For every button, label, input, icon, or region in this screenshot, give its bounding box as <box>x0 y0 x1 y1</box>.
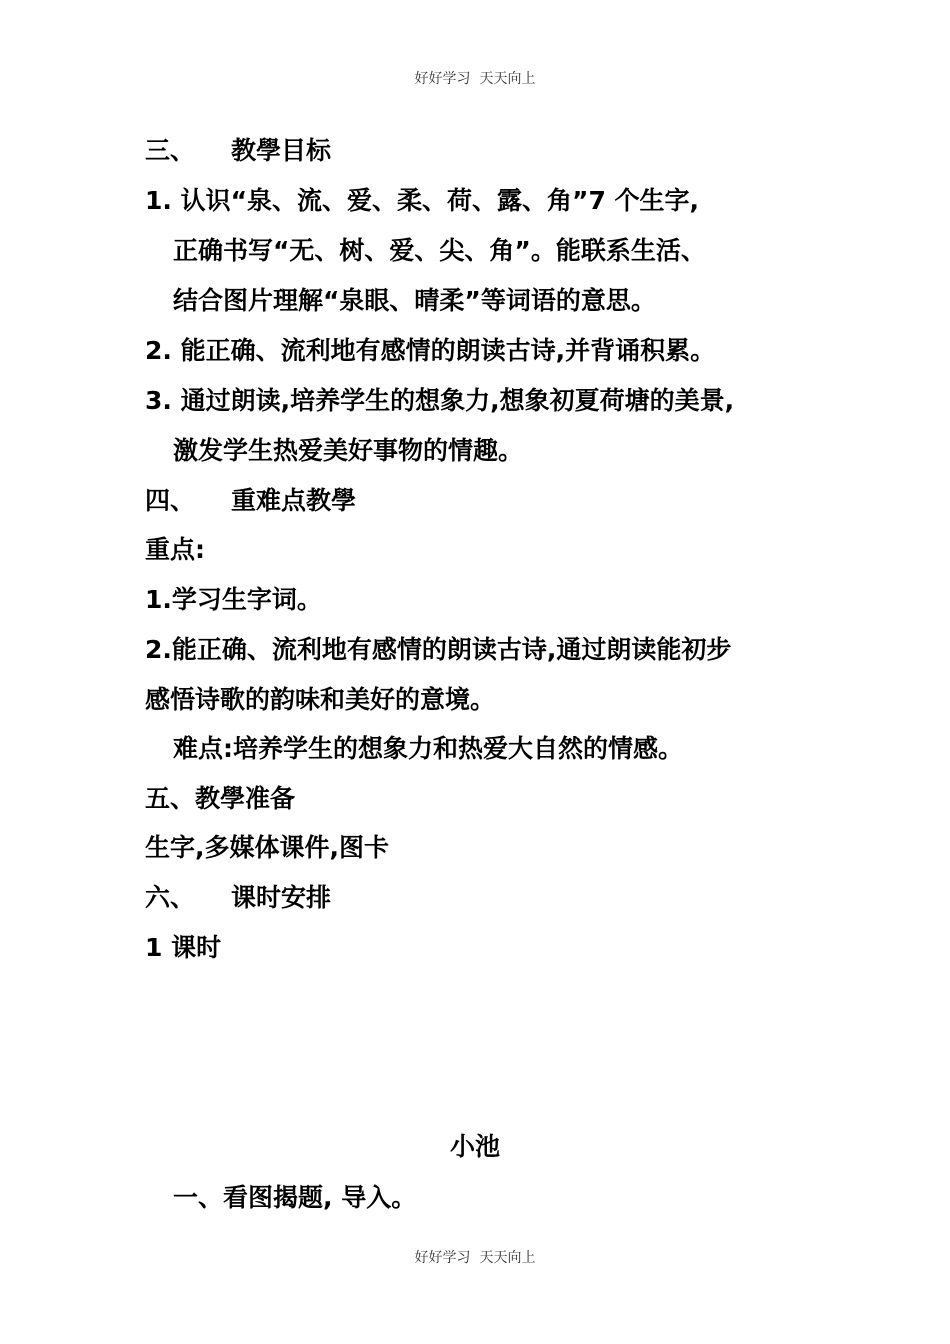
section-5-content: 生字,多媒体课件,图卡 <box>145 833 389 862</box>
objective-1-line-2: 正确书写“无、树、爱、尖、角”。能联系生活、 <box>173 236 706 265</box>
section-3-heading <box>145 134 331 168</box>
key-point-2-line-1: 2.能正确、流利地有感情的朗读古诗,通过朗读能初步 <box>145 635 732 664</box>
key-point-2-line-2: 感悟诗歌的韵味和美好的意境。 <box>145 685 496 714</box>
section-6-number: 六、 <box>145 883 196 912</box>
objective-3-line-2: 激发学生热爱美好事物的情趣。 <box>173 436 524 465</box>
section-6-title: 课时安排 <box>231 883 332 912</box>
section-4-heading <box>145 484 356 518</box>
objective-1-line-1: 1. 认识“泉、流、爱、柔、荷、露、角”7 个生字, <box>145 186 700 215</box>
objective-2: 2. 能正确、流利地有感情的朗读古诗,并背诵积累。 <box>145 336 716 365</box>
section-6-heading <box>145 881 331 915</box>
page-header: 好好学习 天天向上 <box>414 71 536 87</box>
key-points-label: 重点: <box>145 535 205 564</box>
difficulty-point: 难点:培养学生的想象力和热爱大自然的情感。 <box>173 734 683 763</box>
section-6-content: 1 课时 <box>145 933 222 962</box>
lesson-step-1: 一、看图揭题, 导入。 <box>173 1183 417 1212</box>
page-footer: 好好学习 天天向上 <box>414 1250 536 1266</box>
objective-3-line-1: 3. 通过朗读,培养学生的想象力,想象初夏荷塘的美景, <box>145 386 735 415</box>
objective-1-line-3: 结合图片理解“泉眼、晴柔”等词语的意思。 <box>173 286 656 315</box>
section-5-heading: 五、教學准备 <box>145 784 296 813</box>
section-3-number: 三、 <box>145 136 196 165</box>
lesson-title: 小池 <box>449 1132 500 1161</box>
section-4-title: 重难点教學 <box>231 486 357 515</box>
key-point-1: 1.学习生字词。 <box>145 585 322 614</box>
section-3-title: 教學目标 <box>231 136 332 165</box>
section-4-number: 四、 <box>145 486 196 515</box>
